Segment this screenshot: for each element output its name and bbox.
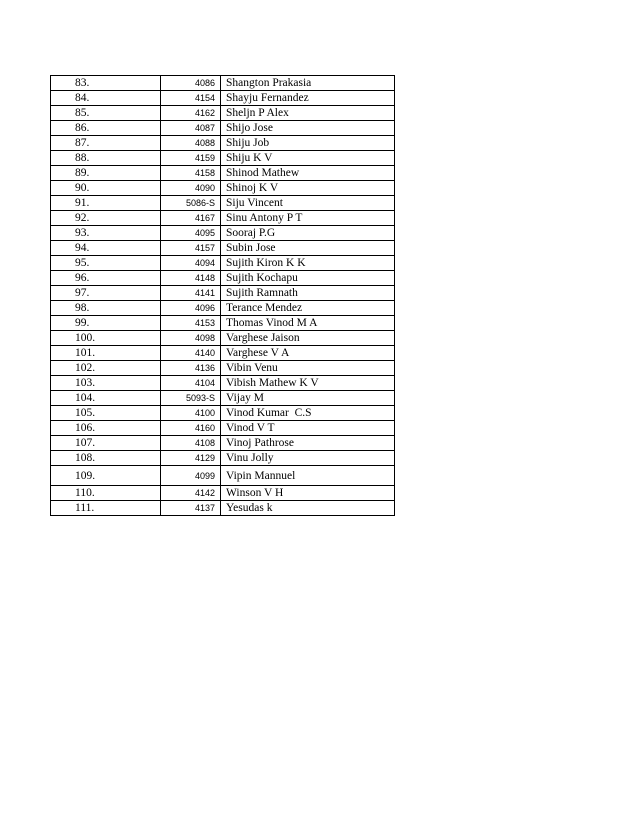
serial-number-cell: 95.: [51, 256, 161, 271]
table-row: [51, 166, 395, 181]
serial-number-cell: 88.: [51, 151, 161, 166]
table-row: [51, 486, 395, 501]
serial-number-cell: 106.: [51, 421, 161, 436]
table-row: [51, 286, 395, 301]
member-id-cell: 4162: [161, 106, 221, 121]
table-row: [51, 136, 395, 151]
member-name-cell: Vipin Mannuel: [221, 466, 395, 486]
member-name-cell: Shiju K V: [221, 151, 395, 166]
member-name-cell: Vinu Jolly: [221, 451, 395, 466]
table-row: [51, 226, 395, 241]
member-name-cell: Varghese Jaison: [221, 331, 395, 346]
member-id-cell: 4137: [161, 501, 221, 516]
member-name-cell: Vinod V T: [221, 421, 395, 436]
member-id-cell: 4088: [161, 136, 221, 151]
serial-number-cell: 96.: [51, 271, 161, 286]
serial-number-cell: 101.: [51, 346, 161, 361]
member-id-cell: 4167: [161, 211, 221, 226]
member-name-cell: Shiju Job: [221, 136, 395, 151]
member-name-cell: Sujith Kiron K K: [221, 256, 395, 271]
serial-number-cell: 97.: [51, 286, 161, 301]
member-name-cell: Varghese V A: [221, 346, 395, 361]
member-id-cell: 4157: [161, 241, 221, 256]
table-row: [51, 151, 395, 166]
table-row: [51, 241, 395, 256]
table-row: [51, 466, 395, 486]
serial-number-cell: 91.: [51, 196, 161, 211]
serial-number-cell: 89.: [51, 166, 161, 181]
member-id-cell: 4148: [161, 271, 221, 286]
member-name-cell: Vijay M: [221, 391, 395, 406]
member-id-cell: 4160: [161, 421, 221, 436]
table-row: [51, 301, 395, 316]
member-id-cell: 4095: [161, 226, 221, 241]
table-row: [51, 421, 395, 436]
member-id-cell: 4140: [161, 346, 221, 361]
member-id-cell: 4159: [161, 151, 221, 166]
serial-number-cell: 92.: [51, 211, 161, 226]
member-name-cell: Subin Jose: [221, 241, 395, 256]
member-name-cell: Sinu Antony P T: [221, 211, 395, 226]
member-name-cell: Terance Mendez: [221, 301, 395, 316]
serial-number-cell: 87.: [51, 136, 161, 151]
member-id-cell: 4154: [161, 91, 221, 106]
serial-number-cell: 93.: [51, 226, 161, 241]
member-id-cell: 4141: [161, 286, 221, 301]
serial-number-cell: 99.: [51, 316, 161, 331]
table-row: [51, 406, 395, 421]
member-id-cell: 4087: [161, 121, 221, 136]
table-row: [51, 76, 395, 91]
member-id-cell: 4098: [161, 331, 221, 346]
member-name-cell: Shijo Jose: [221, 121, 395, 136]
member-id-cell: 4136: [161, 361, 221, 376]
member-id-cell: 4094: [161, 256, 221, 271]
serial-number-cell: 111.: [51, 501, 161, 516]
serial-number-cell: 83.: [51, 76, 161, 91]
table-row: [51, 316, 395, 331]
serial-number-cell: 105.: [51, 406, 161, 421]
table-row: [51, 91, 395, 106]
member-id-cell: 4153: [161, 316, 221, 331]
member-id-cell: 4158: [161, 166, 221, 181]
member-name-cell: Vibish Mathew K V: [221, 376, 395, 391]
table-row: [51, 451, 395, 466]
member-name-cell: Yesudas k: [221, 501, 395, 516]
member-name-cell: Winson V H: [221, 486, 395, 501]
member-id-cell: 4104: [161, 376, 221, 391]
serial-number-cell: 98.: [51, 301, 161, 316]
serial-number-cell: 90.: [51, 181, 161, 196]
member-roster-table: [50, 75, 395, 516]
serial-number-cell: 103.: [51, 376, 161, 391]
member-id-cell: 4096: [161, 301, 221, 316]
serial-number-cell: 108.: [51, 451, 161, 466]
serial-number-cell: 107.: [51, 436, 161, 451]
table-row: [51, 181, 395, 196]
member-id-cell: 4129: [161, 451, 221, 466]
member-name-cell: Siju Vincent: [221, 196, 395, 211]
serial-number-cell: 100.: [51, 331, 161, 346]
member-name-cell: Vinoj Pathrose: [221, 436, 395, 451]
member-name-cell: Sujith Ramnath: [221, 286, 395, 301]
member-name-cell: Sooraj P.G: [221, 226, 395, 241]
member-name-cell: Vinod Kumar C.S: [221, 406, 395, 421]
member-name-cell: Vibin Venu: [221, 361, 395, 376]
table-row: [51, 331, 395, 346]
table-row: [51, 436, 395, 451]
member-id-cell: 5093-S: [161, 391, 221, 406]
member-id-cell: 4090: [161, 181, 221, 196]
table-row: [51, 376, 395, 391]
table-row: [51, 196, 395, 211]
table-row: [51, 346, 395, 361]
member-name-cell: Thomas Vinod M A: [221, 316, 395, 331]
table-row: [51, 391, 395, 406]
serial-number-cell: 109.: [51, 466, 161, 486]
member-id-cell: 4099: [161, 466, 221, 486]
table-row: [51, 121, 395, 136]
table-row: [51, 106, 395, 121]
serial-number-cell: 102.: [51, 361, 161, 376]
table-row: [51, 256, 395, 271]
member-name-cell: Shinod Mathew: [221, 166, 395, 181]
table-row: [51, 271, 395, 286]
table-row: [51, 501, 395, 516]
table-row: [51, 211, 395, 226]
member-id-cell: 5086-S: [161, 196, 221, 211]
table-row: [51, 361, 395, 376]
serial-number-cell: 110.: [51, 486, 161, 501]
member-name-cell: Sheljn P Alex: [221, 106, 395, 121]
serial-number-cell: 85.: [51, 106, 161, 121]
member-id-cell: 4086: [161, 76, 221, 91]
serial-number-cell: 104.: [51, 391, 161, 406]
serial-number-cell: 84.: [51, 91, 161, 106]
serial-number-cell: 94.: [51, 241, 161, 256]
member-id-cell: 4142: [161, 486, 221, 501]
member-name-cell: Shinoj K V: [221, 181, 395, 196]
roster-body: [51, 76, 395, 516]
member-name-cell: Shangton Prakasia: [221, 76, 395, 91]
serial-number-cell: 86.: [51, 121, 161, 136]
member-id-cell: 4108: [161, 436, 221, 451]
member-name-cell: Sujith Kochapu: [221, 271, 395, 286]
member-id-cell: 4100: [161, 406, 221, 421]
member-name-cell: Shayju Fernandez: [221, 91, 395, 106]
